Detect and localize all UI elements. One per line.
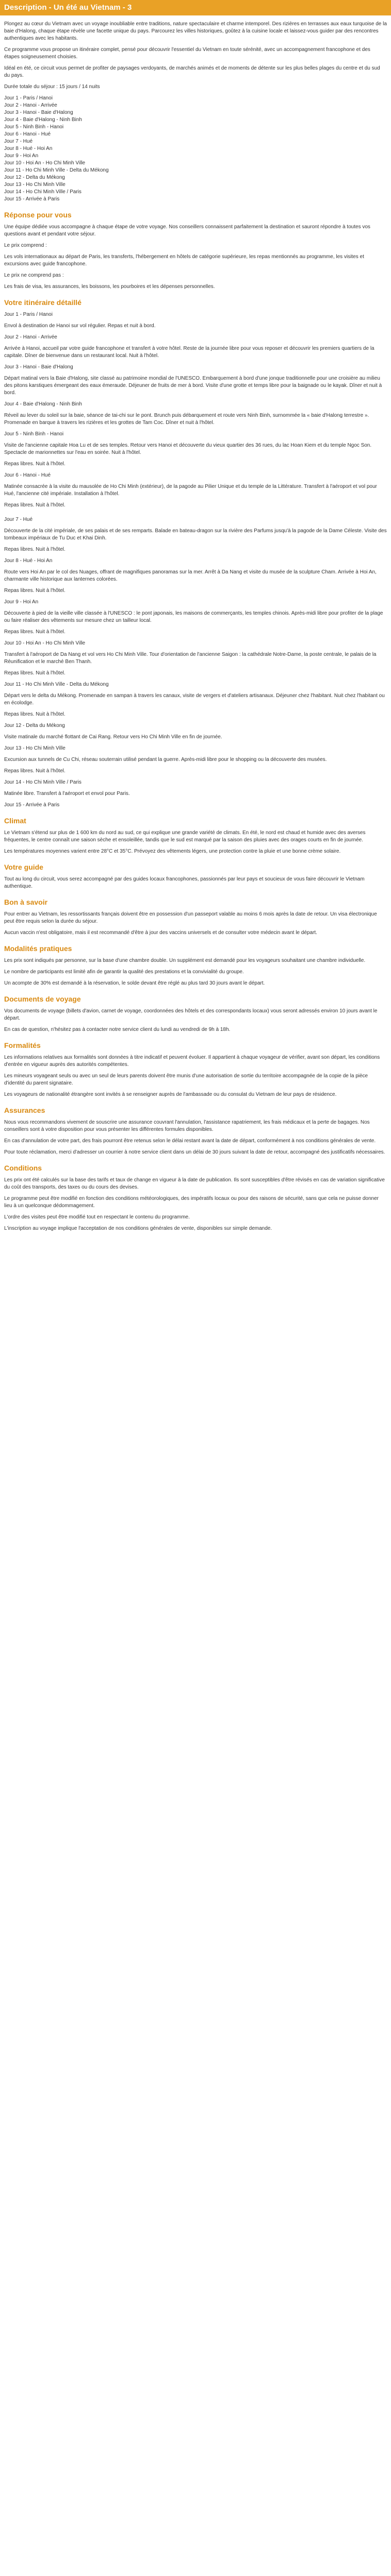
paragraph: Un acompte de 30% est demandé à la réservation, le solde devant être réglé au plus tard 30 jours avant le départ. xyxy=(4,980,265,986)
itinerary-line: Jour 6 - Hanoi - Hué xyxy=(4,131,51,137)
paragraph: Nous vous recommandons vivement de souscrire une assurance couvrant l'annulation, l'assistance rapatriement, les frais médicaux et la perte de bagages. Nos conseillers sont à votre disposition pour vous présenter les différentes formules disponibles. xyxy=(4,1120,370,1132)
section-heading: Formalités xyxy=(4,1041,41,1049)
paragraph: Les voyageurs de nationalité étrangère sont invités à se renseigner auprès de l'ambassade ou du consulat du Vietnam de leur pays de résidence. xyxy=(4,1092,337,1097)
page xyxy=(0,0,391,1232)
section-heading: Votre itinéraire détaillé xyxy=(4,298,82,307)
paragraph: Départ matinal vers la Baie d'Halong, site classé au patrimoine mondial de l'UNESCO. Embarquement à bord d'une jonque traditionnelle pour une croisière au milieu des pitons karstiques émergeant des eaux émeraude. Déjeuner de fruits de mer à bord. Visite d'une grotte et temps libre pour la baignade ou le kayak. Dîner et nuit à bord. xyxy=(4,376,382,396)
paragraph: Découverte à pied de la vieille ville classée à l'UNESCO : le pont japonais, les maisons de commerçants, les temples chinois. Après-midi libre pour profiter de la plage ou faire réaliser des vêtements sur mesure chez un tailleur local. xyxy=(4,611,383,623)
section-0 xyxy=(4,21,387,203)
paragraph: L'inscription au voyage implique l'acceptation de nos conditions générales de vente, disponibles sur simple demande. xyxy=(4,1226,272,1231)
paragraph: Jour 4 - Baie d'Halong - Ninh Binh xyxy=(4,401,82,407)
paragraph: Jour 10 - Hoi An - Ho Chi Minh Ville xyxy=(4,640,86,646)
section-8 xyxy=(4,994,387,1033)
paragraph: Les informations relatives aux formalités sont données à titre indicatif et peuvent évoluer. Il appartient à chaque voyageur de vérifier, avant son départ, les conditions d'entrée en vigueur auprès des autorités compétentes. xyxy=(4,1055,380,1067)
section-heading: Assurances xyxy=(4,1106,45,1114)
paragraph: Repas libres. Nuit à l'hôtel. xyxy=(4,588,66,594)
itinerary-line: Jour 12 - Delta du Mékong xyxy=(4,175,65,180)
paragraph: Découverte de la cité impériale, de ses palais et de ses remparts. Balade en bateau-dragon sur la rivière des Parfums jusqu'à la pagode de la Dame Céleste. Visite des tombeaux impériaux de Tu Duc et Khai Dinh. xyxy=(4,528,387,541)
section-heading: Bon à savoir xyxy=(4,898,48,906)
itinerary-line: Jour 1 - Paris / Hanoi xyxy=(4,95,53,101)
paragraph: Pour toute réclamation, merci d'adresser un courrier à notre service client dans un délai de 30 jours suivant la date de retour, accompagné des justificatifs nécessaires. xyxy=(4,1149,385,1155)
paragraph: Jour 1 - Paris / Hanoi xyxy=(4,312,53,317)
paragraph: Jour 5 - Ninh Binh - Hanoi xyxy=(4,431,64,437)
section-7 xyxy=(4,944,387,987)
paragraph: Matinée consacrée à la visite du mausolée de Ho Chi Minh (extérieur), de la pagode au Pilier Unique et du temple de la Littérature. Transfert à l'aéroport et vol pour Hué, l'ancienne cité impériale. Installation à l'hôtel. xyxy=(4,484,377,497)
paragraph: Idéal en été, ce circuit vous permet de profiter de paysages verdoyants, de marchés animés et de moments de détente sur les plus belles plages du centre et du sud du pays. xyxy=(4,65,380,78)
paragraph: Jour 8 - Hué - Hoi An xyxy=(4,558,53,564)
paragraph: Matinée libre. Transfert à l'aéroport et envol pour Paris. xyxy=(4,791,130,796)
itinerary-line: Jour 2 - Hanoi - Arrivée xyxy=(4,103,57,108)
paragraph: Jour 15 - Arrivée à Paris xyxy=(4,802,60,808)
paragraph: Repas libres. Nuit à l'hôtel. xyxy=(4,711,66,717)
section-heading: Conditions xyxy=(4,1164,42,1172)
paragraph: L'ordre des visites peut être modifié tout en respectant le contenu du programme. xyxy=(4,1214,190,1220)
paragraph: Les vols internationaux au départ de Paris, les transferts, l'hébergement en hôtels de catégorie supérieure, les repas mentionnés au programme, les visites et excursions avec guide francophone. xyxy=(4,254,364,267)
section-11 xyxy=(4,1163,387,1232)
section-heading: Modalités pratiques xyxy=(4,944,72,953)
paragraph: Les prix ont été calculés sur la base des tarifs et taux de change en vigueur à la date de publication. Ils sont susceptibles d'être révisés en cas de variation significative du coût des transports, des taxes ou du cours des devises. xyxy=(4,1177,385,1190)
paragraph: Arrivée à Hanoi, accueil par votre guide francophone et transfert à votre hôtel. Reste de la journée libre pour vous reposer et découvrir les premiers quartiers de la capitale. Dîner de bienvenue dans un restaurant local. Nuit à l'hôtel. xyxy=(4,346,374,359)
paragraph: Jour 12 - Delta du Mékong xyxy=(4,723,65,728)
paragraph: Excursion aux tunnels de Cu Chi, réseau souterrain utilisé pendant la guerre. Après-midi libre pour le shopping ou la découverte des musées. xyxy=(4,757,327,762)
section-10 xyxy=(4,1106,387,1156)
paragraph: Jour 6 - Hanoi - Hué xyxy=(4,472,51,478)
paragraph: Visite de l'ancienne capitale Hoa Lu et de ses temples. Retour vers Hanoi et découverte du vieux quartier des 36 rues, du lac Hoan Kiem et du temple Ngoc Son. Spectacle de marionnettes sur l'eau en soirée. Nuit à l'hôtel. xyxy=(4,443,372,455)
paragraph: Le Vietnam s'étend sur plus de 1 600 km du nord au sud, ce qui explique une grande variété de climats. En été, le nord est chaud et humide avec des averses fréquentes, le centre connaît une saison sèche et ensoleillée, tandis que le sud est marqué par la saison des pluies avec des orages courts en fin de journée. xyxy=(4,830,366,843)
paragraph: Départ vers le delta du Mékong. Promenade en sampan à travers les canaux, visite de vergers et d'ateliers artisanaux. Déjeuner chez l'habitant. Nuit chez l'habitant ou en écolodge. xyxy=(4,693,385,706)
section-heading: Climat xyxy=(4,817,26,825)
page-title: Description - Un été au Vietnam - 3 xyxy=(4,3,132,12)
paragraph: Jour 2 - Hanoi - Arrivée xyxy=(4,334,57,340)
section-6 xyxy=(4,897,387,937)
paragraph: Les températures moyennes varient entre 28°C et 35°C. Prévoyez des vêtements légers, une protection contre la pluie et une bonne crème solaire. xyxy=(4,849,341,854)
section-4 xyxy=(4,816,387,855)
itinerary-line: Jour 10 - Hoi An - Ho Chi Minh Ville xyxy=(4,160,86,166)
paragraph: Ce programme vous propose un itinéraire complet, pensé pour découvrir l'essentiel du Vietnam en toute sérénité, avec un accompagnement francophone et des étapes soigneusement choisies. xyxy=(4,47,370,60)
paragraph: Repas libres. Nuit à l'hôtel. xyxy=(4,502,66,508)
paragraph: Repas libres. Nuit à l'hôtel. xyxy=(4,670,66,676)
paragraph: Durée totale du séjour : 15 jours / 14 nuits xyxy=(4,84,100,90)
paragraph: Plongez au cœur du Vietnam avec un voyage inoubliable entre traditions, nature spectaculaire et charme intemporel. Des rizières en terrasses aux eaux turquoise de la baie d'Halong, chaque étape révèle une facette unique du pays. Parcourez les villes historiques, goûtez à la cuisine locale et laissez-vous guider par des rencontres authentiques avec les habitants. xyxy=(4,21,387,41)
paragraph: Jour 7 - Hué xyxy=(4,517,33,522)
paragraph: Réveil au lever du soleil sur la baie, séance de tai-chi sur le pont. Brunch puis débarquement et route vers Ninh Binh, surnommée la « baie d'Halong terrestre ». Promenade en barque à travers les rizières et les grottes de Tam Coc. Dîner et nuit à l'hôtel. xyxy=(4,413,369,426)
paragraph: Jour 11 - Ho Chi Minh Ville - Delta du Mékong xyxy=(4,682,109,687)
section-9 xyxy=(4,1041,387,1098)
itinerary-line: Jour 7 - Hué xyxy=(4,139,33,144)
paragraph: Route vers Hoi An par le col des Nuages, offrant de magnifiques panoramas sur la mer. Arrêt à Da Nang et visite du musée de la sculpture Cham. Arrivée à Hoi An, charmante ville historique aux lanternes colorées. xyxy=(4,569,377,582)
section-heading: Documents de voyage xyxy=(4,995,81,1003)
paragraph: Transfert à l'aéroport de Da Nang et vol vers Ho Chi Minh Ville. Tour d'orientation de l'ancienne Saigon : la cathédrale Notre-Dame, la poste centrale, le palais de la Réunification et le marché Ben Thanh. xyxy=(4,652,377,665)
paragraph: Les frais de visa, les assurances, les boissons, les pourboires et les dépenses personnelles. xyxy=(4,284,215,290)
paragraph: Envol à destination de Hanoi sur vol régulier. Repas et nuit à bord. xyxy=(4,323,156,329)
itinerary-line: Jour 8 - Hué - Hoi An xyxy=(4,146,53,151)
paragraph: Pour entrer au Vietnam, les ressortissants français doivent être en possession d'un passeport valable au moins 6 mois après la date de retour. Un visa électronique peut être requis selon la durée du séjour. xyxy=(4,911,377,924)
itinerary-line: Jour 13 - Ho Chi Minh Ville xyxy=(4,182,66,188)
section-heading: Réponse pour vous xyxy=(4,211,72,219)
itinerary-line: Jour 5 - Ninh Binh - Hanoi xyxy=(4,124,64,130)
paragraph: Repas libres. Nuit à l'hôtel. xyxy=(4,461,66,467)
paragraph: Le prix ne comprend pas : xyxy=(4,273,64,278)
paragraph: Repas libres. Nuit à l'hôtel. xyxy=(4,768,66,774)
section-2 xyxy=(4,298,387,509)
section-heading: Votre guide xyxy=(4,863,43,871)
paragraph: Tout au long du circuit, vous serez accompagné par des guides locaux francophones, passionnés par leur pays et soucieux de vous faire découvrir le Vietnam authentique. xyxy=(4,876,365,889)
section-5 xyxy=(4,862,387,890)
paragraph: Une équipe dédiée vous accompagne à chaque étape de votre voyage. Nos conseillers connaissent parfaitement la destination et sauront répondre à toutes vos questions avant et pendant votre séjour. xyxy=(4,224,370,237)
paragraph: Visite matinale du marché flottant de Cai Rang. Retour vers Ho Chi Minh Ville en fin de journée. xyxy=(4,734,222,740)
content-area xyxy=(0,21,391,1232)
section-3 xyxy=(4,516,387,809)
paragraph: Aucun vaccin n'est obligatoire, mais il est recommandé d'être à jour des vaccins universels et de consulter votre médecin avant le départ. xyxy=(4,930,317,936)
paragraph: Jour 9 - Hoi An xyxy=(4,599,39,605)
paragraph: Vos documents de voyage (billets d'avion, carnet de voyage, coordonnées des hôtels et des correspondants locaux) vous seront adressés environ 10 jours avant le départ. xyxy=(4,1008,378,1021)
paragraph: Le prix comprend : xyxy=(4,243,47,248)
itinerary-line: Jour 15 - Arrivée à Paris xyxy=(4,196,60,202)
paragraph: En cas d'annulation de votre part, des frais pourront être retenus selon le délai restant avant la date de départ, conformément à nos conditions générales de vente. xyxy=(4,1138,376,1144)
paragraph: Repas libres. Nuit à l'hôtel. xyxy=(4,629,66,635)
section-1 xyxy=(4,210,387,291)
paragraph: Jour 14 - Ho Chi Minh Ville / Paris xyxy=(4,779,82,785)
paragraph: Jour 3 - Hanoi - Baie d'Halong xyxy=(4,364,73,370)
paragraph: Le programme peut être modifié en fonction des conditions météorologiques, des impératifs locaux ou pour des raisons de sécurité, sans que cela ne puisse donner lieu à un quelconque dédommagement. xyxy=(4,1196,379,1209)
itinerary-line: Jour 3 - Hanoi - Baie d'Halong xyxy=(4,110,73,115)
itinerary-line: Jour 4 - Baie d'Halong - Ninh Binh xyxy=(4,117,82,123)
paragraph: Jour 13 - Ho Chi Minh Ville xyxy=(4,745,66,751)
paragraph: En cas de question, n'hésitez pas à contacter notre service client du lundi au vendredi de 9h à 18h. xyxy=(4,1027,231,1032)
itinerary-line: Jour 11 - Ho Chi Minh Ville - Delta du Mékong xyxy=(4,167,109,173)
itinerary-line: Jour 9 - Hoi An xyxy=(4,153,39,159)
paragraph: Les mineurs voyageant seuls ou avec un seul de leurs parents doivent être munis d'une autorisation de sortie du territoire accompagnée de la copie de la pièce d'identité du parent signataire. xyxy=(4,1073,368,1086)
paragraph: Les prix sont indiqués par personne, sur la base d'une chambre double. Un supplément est demandé pour les voyageurs souhaitant une chambre individuelle. xyxy=(4,958,366,963)
itinerary-line: Jour 14 - Ho Chi Minh Ville / Paris xyxy=(4,189,82,195)
page-banner xyxy=(0,0,391,15)
paragraph: Le nombre de participants est limité afin de garantir la qualité des prestations et la convivialité du groupe. xyxy=(4,969,244,975)
paragraph: Repas libres. Nuit à l'hôtel. xyxy=(4,547,66,552)
